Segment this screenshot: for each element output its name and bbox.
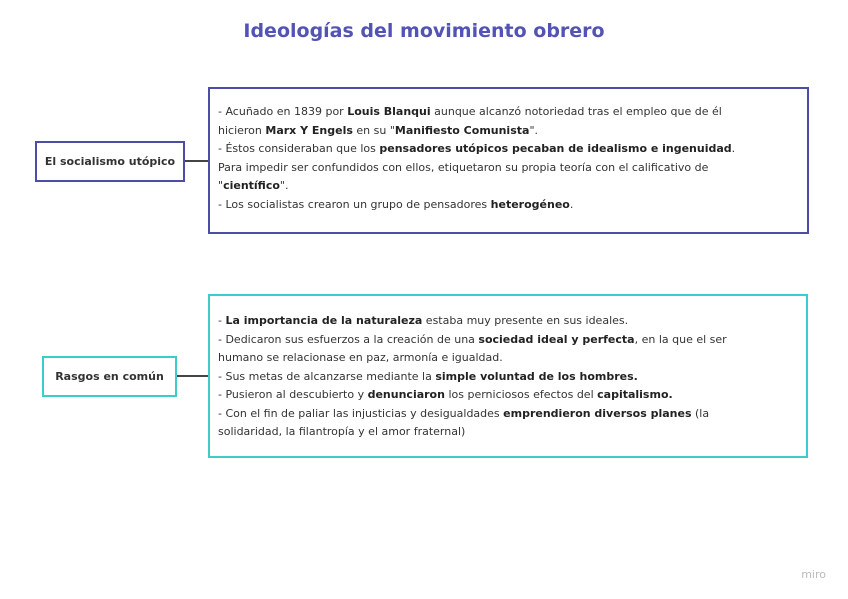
miro-watermark: miro [801, 568, 826, 581]
bold-text: simple voluntad de los hombres. [435, 369, 638, 383]
node-content-socialismo-utopico[interactable] [208, 87, 809, 234]
text-line [218, 386, 798, 405]
bold-text: Louis Blanqui [347, 105, 431, 118]
text-line [218, 368, 798, 387]
text: - [218, 314, 226, 327]
text-line [218, 103, 799, 122]
bold-text: capitalismo. [597, 388, 673, 401]
bold-text: pensadores utópicos pecaban de idealismo e ingenuidad [379, 142, 732, 155]
text: - Éstos consideraban que los [218, 142, 380, 155]
board-title: Ideologías del movimiento obrero [243, 20, 605, 42]
node-label-rasgos-en-comun[interactable]: Rasgos en común [42, 356, 177, 397]
node-label-socialismo-utopico[interactable]: El socialismo utópico [35, 141, 185, 182]
text: . [569, 197, 574, 211]
text: humano se relacionase en paz, armonía e igualdad. [218, 351, 503, 364]
text-line [218, 349, 798, 368]
text: - Dedicaron sus esfuerzos a la creación de una [218, 332, 479, 346]
bold-text: denunciaron [367, 388, 445, 401]
text-line [218, 331, 798, 350]
text-line [218, 312, 798, 331]
text: solidaridad, la filantropía y el amor fraternal) [218, 425, 466, 438]
text-line [218, 423, 798, 442]
connector-line [177, 375, 208, 377]
bold-text: heterogéneo [490, 197, 570, 211]
text-line [218, 405, 798, 424]
text: - Sus metas de alcanzarse mediante la [218, 369, 436, 383]
text: ". [529, 123, 538, 137]
node-content-rasgos-en-comun[interactable] [208, 294, 808, 458]
text: - Pusieron al descubierto y [218, 388, 368, 401]
text: estaba muy presente en sus ideales. [422, 314, 629, 327]
bold-text: científico [223, 179, 280, 192]
text: " [218, 179, 224, 192]
text-line [218, 177, 799, 196]
text: en su " [352, 123, 395, 137]
text: los perniciosos efectos del [444, 388, 598, 401]
text: , en la que el ser [634, 332, 727, 346]
bold-text: La importancia de la naturaleza [225, 314, 423, 327]
text: aunque alcanzó notoriedad tras el empleo que de él [430, 105, 722, 118]
text-line [218, 140, 799, 159]
connector-line [185, 160, 208, 162]
text: ". [279, 179, 289, 192]
text-line [218, 196, 799, 215]
text: hicieron [218, 123, 266, 137]
bold-text: Manifiesto Comunista [394, 123, 530, 137]
bold-text: Marx Y Engels [265, 123, 353, 137]
text-line [218, 159, 799, 178]
bold-text: sociedad ideal y perfecta [478, 332, 635, 346]
text: - Los socialistas crearon un grupo de pensadores [218, 197, 491, 211]
text: (la [691, 406, 710, 420]
text: . [731, 142, 736, 155]
text: - Con el fin de paliar las injusticias y desigualdades [218, 406, 504, 420]
text: Para impedir ser confundidos con ellos, etiquetaron su propia teoría con el calificativo de [218, 160, 709, 174]
text: - Acuñado en 1839 por [218, 105, 348, 118]
text-line [218, 122, 799, 141]
bold-text: emprendieron diversos planes [503, 406, 692, 420]
